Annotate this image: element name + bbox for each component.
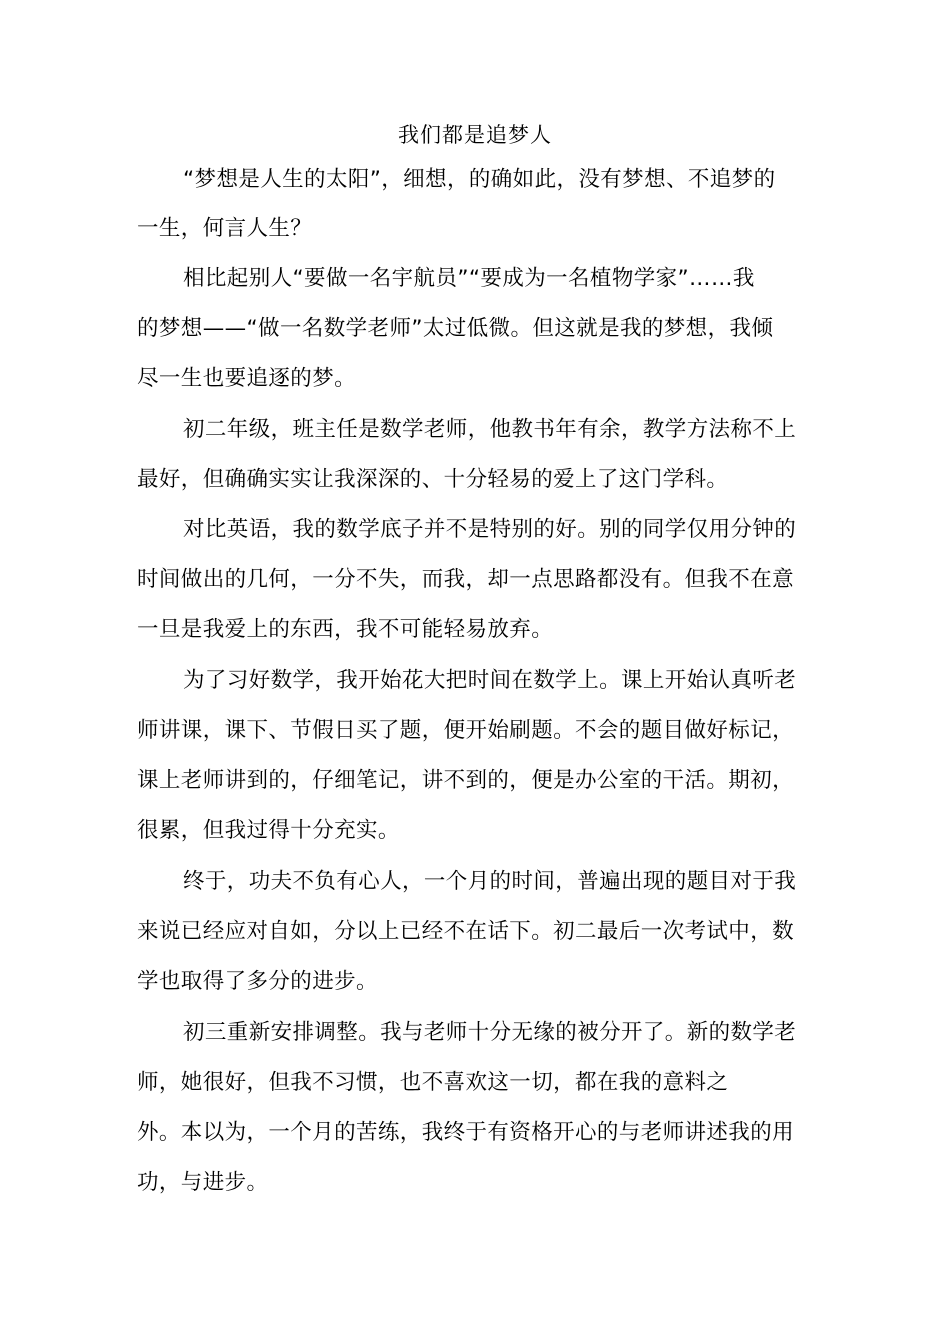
- text-line: “梦想是人生的太阳”，细想，的确如此，没有梦想、不追梦的: [183, 167, 776, 192]
- text-line: 师，她很好，但我不习惯，也不喜欢这一切，都在我的意料之: [137, 1070, 729, 1095]
- text-line: 初三重新安排调整。我与老师十分无缘的被分开了。新的数学老: [183, 1020, 797, 1045]
- text-line: 功，与进步。: [137, 1170, 269, 1195]
- text-line: 课上老师讲到的，仔细笔记，讲不到的，便是办公室的干活。期初，: [137, 768, 795, 793]
- text-line: 的梦想——“做一名数学老师”太过低微。但这就是我的梦想，我倾: [137, 316, 774, 341]
- text-line: 一生，何言人生？: [137, 216, 313, 241]
- text-line: 很累，但我过得十分充实。: [137, 818, 400, 843]
- document-title: 我们都是追梦人: [398, 123, 552, 147]
- text-line: 外。本以为，一个月的苦练，我终于有资格开心的与老师讲述我的用: [137, 1120, 795, 1145]
- text-line: 来说已经应对自如，分以上已经不在话下。初二最后一次考试中，数: [137, 919, 795, 944]
- text-line: 最好，但确确实实让我深深的、十分轻易的爱上了这门学科。: [137, 467, 729, 492]
- text-line: 学也取得了多分的进步。: [137, 969, 378, 994]
- text-line: 一旦是我爱上的东西，我不可能轻易放弃。: [137, 617, 554, 642]
- text-line: 师讲课，课下、节假日买了题，便开始刷题。不会的题目做好标记，: [137, 718, 795, 743]
- text-line: 尽一生也要追逐的梦。: [137, 366, 357, 391]
- text-line: 时间做出的几何，一分不失，而我，却一点思路都没有。但我不在意: [137, 567, 795, 592]
- text-line: 对比英语，我的数学底子并不是特别的好。别的同学仅用分钟的: [183, 517, 797, 542]
- text-line: 为了习好数学，我开始花大把时间在数学上。课上开始认真听老: [183, 668, 797, 693]
- text-line: 终于，功夫不负有心人，一个月的时间，普遍出现的题目对于我: [183, 869, 797, 894]
- text-line: 相比起别人“要做一名宇航员”“要成为一名植物学家”……我: [183, 266, 755, 291]
- text-line: 初二年级，班主任是数学老师，他教书年有余，教学方法称不上: [183, 417, 797, 442]
